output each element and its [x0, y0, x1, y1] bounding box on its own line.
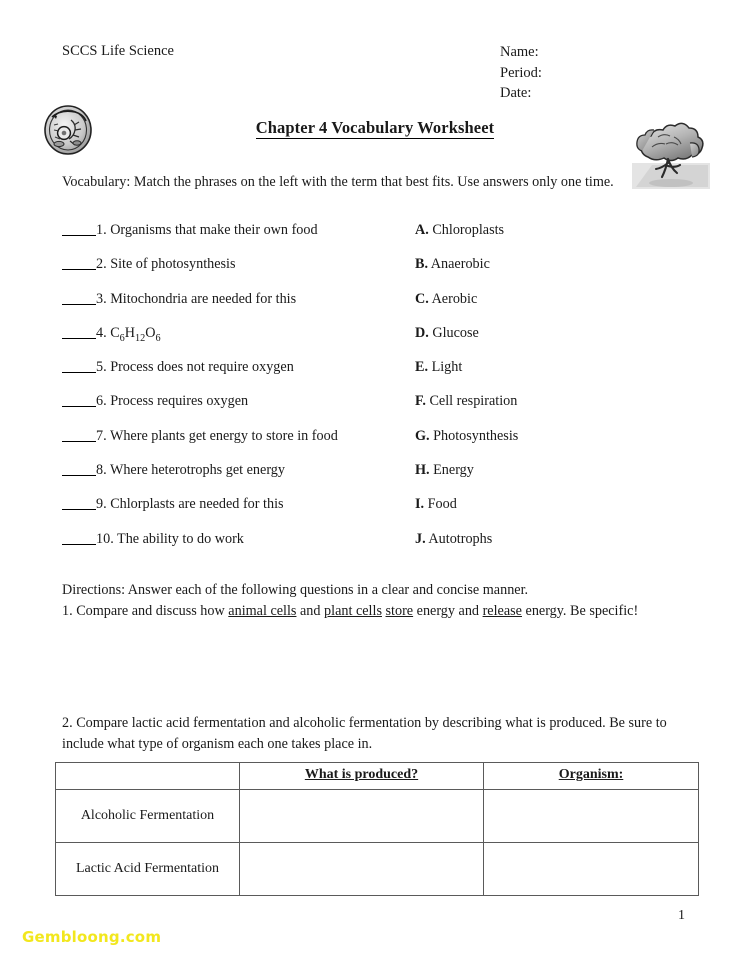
question-1-text-e: energy. Be specific!: [521, 603, 639, 620]
question-2: 2. Compare lactic acid fermentation and alcoholic fermentation by describing what is produced. Be sure to include what type of organism each one takes place in.: [62, 715, 667, 752]
question-1-text-a: Compare and discuss how: [72, 603, 229, 620]
term-label: Light: [431, 359, 463, 376]
matching-item: [62, 496, 415, 513]
matching-item: [62, 393, 415, 410]
answer-blank[interactable]: [62, 269, 96, 270]
cell-alcoholic-produced[interactable]: [240, 790, 484, 843]
matching-item-number: 5.: [96, 359, 107, 376]
student-info-block: [500, 42, 695, 104]
match-row: [62, 428, 682, 462]
answer-blank[interactable]: [62, 544, 96, 545]
match-row: [62, 462, 682, 496]
term-letter: B.: [415, 256, 429, 273]
plants-trees-clipart-icon: [628, 103, 714, 195]
table-row: [56, 790, 699, 843]
matching-item-number: 2.: [96, 256, 107, 273]
cell-lactic-organism[interactable]: [484, 843, 699, 896]
term-letter: A.: [415, 222, 429, 238]
matching-item: [62, 462, 415, 479]
matching-item: [62, 428, 415, 445]
term-letter: I.: [415, 496, 425, 513]
answer-blank[interactable]: [62, 372, 96, 373]
term-letter: J.: [415, 530, 426, 547]
page-header: [62, 42, 695, 104]
matching-item: [62, 291, 415, 308]
fermentation-table: [55, 762, 699, 896]
matching-item-number: 1.: [96, 222, 107, 238]
term-label: Aerobic: [431, 290, 478, 307]
answer-blank[interactable]: [62, 338, 96, 339]
matching-item-text: Chlorplasts are needed for this: [110, 496, 284, 513]
matching-item-number: 3.: [96, 290, 107, 307]
underlined-store: store: [385, 603, 414, 620]
table-header-organism-text: Organism:: [558, 767, 624, 782]
matching-item-number: 9.: [96, 496, 107, 513]
underlined-plant-cells: plant cells: [324, 603, 382, 620]
question-1: [62, 601, 692, 622]
match-row: [62, 393, 682, 427]
matching-item: [62, 359, 415, 376]
matching-item-formula: $C_6H_{12}O_6$: [110, 324, 161, 344]
match-row: [62, 496, 682, 530]
term-option: [415, 393, 517, 410]
table-header-blank: [56, 763, 240, 790]
matching-item-number: 8.: [96, 462, 107, 479]
match-row: [62, 222, 682, 256]
matching-item: [62, 222, 415, 239]
term-label: Food: [427, 496, 457, 513]
name-field-label: Name:: [500, 44, 539, 60]
matching-item-text: Mitochondria are needed for this: [110, 290, 297, 307]
term-letter: F.: [415, 393, 426, 410]
table-header-produced: [240, 763, 484, 790]
match-row: [62, 531, 682, 565]
period-field-label: Period:: [500, 64, 542, 81]
term-option: [415, 291, 477, 308]
matching-item-text: Process requires oxygen: [110, 393, 249, 410]
answer-blank[interactable]: [62, 235, 96, 236]
term-label: Glucose: [432, 324, 479, 341]
answer-blank[interactable]: [62, 441, 96, 442]
matching-item-number: 6.: [96, 393, 107, 410]
directions-heading: Directions: Answer each of the following questions in a clear and concise manner.: [62, 582, 529, 598]
matching-item-text: Where heterotrophs get energy: [109, 462, 285, 479]
answer-blank[interactable]: [62, 509, 96, 510]
answer-blank[interactable]: [62, 406, 96, 407]
term-option: [415, 531, 492, 548]
matching-item: [62, 325, 415, 344]
term-letter: H.: [415, 462, 430, 479]
matching-item-number: 10.: [96, 530, 114, 547]
vocabulary-instructions: Vocabulary: Match the phrases on the left with the term that best fits. Use answers only one time.: [62, 174, 614, 190]
term-label: Photosynthesis: [433, 427, 519, 444]
match-row: [62, 256, 682, 290]
underlined-release: release: [482, 603, 522, 620]
question-1-number: 1.: [62, 603, 73, 620]
term-letter: E.: [415, 359, 429, 376]
course-name: SCCS Life Science: [62, 43, 174, 59]
matching-section: [62, 222, 682, 565]
page-number: 1: [678, 908, 685, 923]
cell-lactic-produced[interactable]: [240, 843, 484, 896]
page-title-text: Chapter 4 Vocabulary Worksheet: [255, 118, 495, 137]
match-row: [62, 359, 682, 393]
row-label-lactic: Lactic Acid Fermentation: [56, 843, 240, 896]
row-label-alcoholic: Alcoholic Fermentation: [56, 790, 240, 843]
term-label: Energy: [433, 462, 474, 479]
term-letter: G.: [415, 427, 430, 444]
table-header-produced-text: What is produced?: [304, 767, 419, 782]
date-field-label: Date:: [500, 85, 532, 102]
term-letter: C.: [415, 290, 429, 307]
question-1-text-d: energy and: [413, 603, 483, 620]
underlined-animal-cells: animal cells: [228, 603, 297, 620]
cell-alcoholic-organism[interactable]: [484, 790, 699, 843]
match-row: [62, 291, 682, 325]
term-label: Cell respiration: [429, 393, 518, 410]
match-row: [62, 325, 682, 359]
matching-item: [62, 256, 415, 273]
matching-item-text: Where plants get energy to store in food: [109, 427, 338, 444]
term-option: [415, 256, 490, 273]
term-option: [415, 359, 462, 376]
matching-item-text: The ability to do work: [113, 530, 244, 547]
matching-item-text: Process does not require oxygen: [110, 359, 294, 376]
term-label: Anaerobic: [430, 256, 490, 273]
term-option: [415, 325, 479, 342]
matching-item-number: 7.: [96, 427, 107, 444]
matching-item-text: Site of photosynthesis: [106, 256, 236, 273]
directions-section: [62, 580, 692, 623]
matching-item-number: 4.: [96, 324, 107, 341]
table-row: [56, 843, 699, 896]
table-header-row: [56, 763, 699, 790]
matching-item-text: Organisms that make their own food: [110, 222, 318, 238]
table-header-organism: [484, 763, 699, 790]
answer-blank[interactable]: [62, 304, 96, 305]
watermark: Gembloong.com: [22, 928, 162, 946]
matching-item: [62, 531, 415, 548]
term-label: Autotrophs: [428, 530, 493, 547]
term-option: [415, 428, 518, 445]
term-option: [415, 496, 457, 513]
term-option: [415, 222, 504, 239]
term-label: Chloroplasts: [432, 222, 505, 238]
term-option: [415, 462, 474, 479]
answer-blank[interactable]: [62, 475, 96, 476]
term-letter: D.: [415, 324, 429, 341]
question-1-text-b: and: [296, 603, 325, 620]
